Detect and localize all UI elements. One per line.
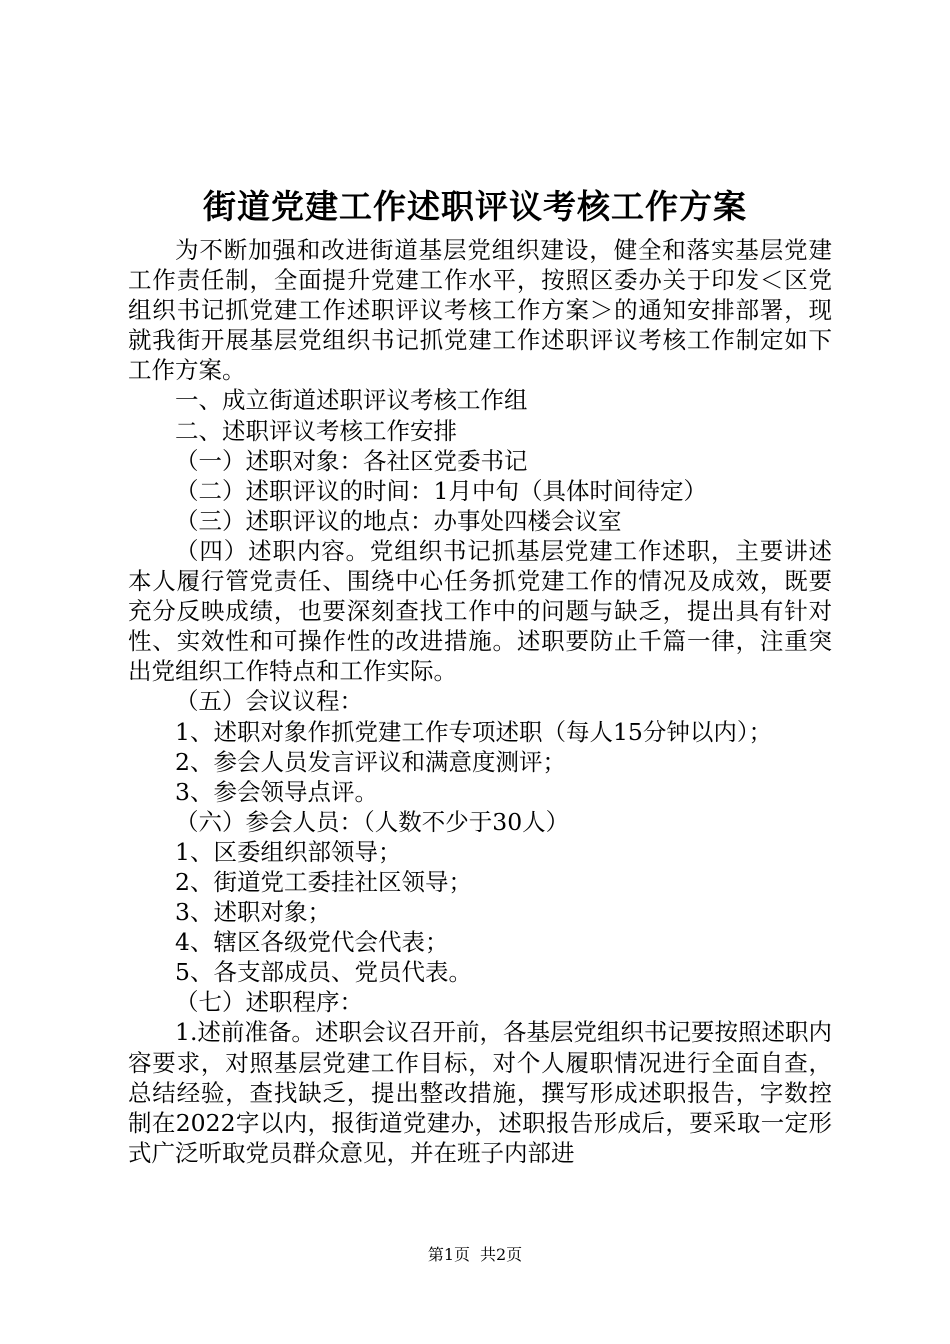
subsection-3: （三）述职评议的地点：办事处四楼会议室: [175, 506, 622, 535]
subsection-7: （七）述职程序：: [175, 988, 363, 1017]
section-heading-2: 二、述职评议考核工作安排: [175, 416, 457, 445]
list-item: 1、述职对象作抓党建工作专项述职（每人15分钟以内）；: [175, 717, 773, 746]
subsection-2: （二）述职评议的时间：1月中旬（具体时间待定）: [175, 476, 707, 505]
list-item: 3、述职对象；: [175, 898, 331, 927]
list-item: 2、参会人员发言评议和满意度测评；: [175, 747, 566, 776]
subsection-5: （五）会议议程：: [175, 687, 363, 716]
document-body: [128, 235, 832, 1168]
section-heading-1: 一、成立街道述职评议考核工作组: [175, 386, 528, 415]
list-item: 5、各支部成员、党员代表。: [175, 958, 472, 987]
paragraph-intro: 为不断加强和改进街道基层党组织建设，健全和落实基层党建工作责任制，全面提升党建工作水平，按照区委办关于印发＜区党组织书记抓党建工作述职评议考核工作方案＞的通知安排部署，现就我街开展基层党组织书记抓党建工作述职评议考核工作制定如下工作方案。: [128, 236, 832, 385]
list-item: 2、街道党工委挂社区领导；: [175, 867, 472, 896]
page-total: 共2页: [480, 1245, 523, 1264]
subsection-4: （四）述职内容。党组织书记抓基层党建工作述职，主要讲述本人履行管党责任、围绕中心任务抓党建工作的情况及成效，既要充分反映成绩，也要深刻查找工作中的问题与缺乏，提出具有针对性、实效性和可操作性的改进措施。述职要防止千篇一律，注重突出党组织工作特点和工作实际。: [128, 536, 832, 686]
subsection-1: （一）述职对象：各社区党委书记: [175, 446, 528, 475]
paragraph-preparation: 1.述前准备。述职会议召开前，各基层党组织书记要按照述职内容要求，对照基层党建工作目标，对个人履职情况进行全面自查，总结经验，查找缺乏，提出整改措施，撰写形成述职报告，字数控制在2022字以内，报街道党建办，述职报告形成后，要采取一定形式广泛听取党员群众意见，并在班子内部进: [128, 1018, 832, 1167]
list-item: 4、辖区各级党代会代表；: [175, 928, 449, 957]
document-title: 街道党建工作述职评议考核工作方案: [203, 187, 747, 226]
subsection-6: （六）参会人员：（人数不少于30人）: [175, 807, 570, 836]
list-item: 1、区委组织部领导；: [175, 837, 402, 866]
page-number: 第1页: [427, 1245, 470, 1264]
list-item: 3、参会领导点评。: [175, 777, 378, 806]
page-footer: [0, 1244, 950, 1266]
